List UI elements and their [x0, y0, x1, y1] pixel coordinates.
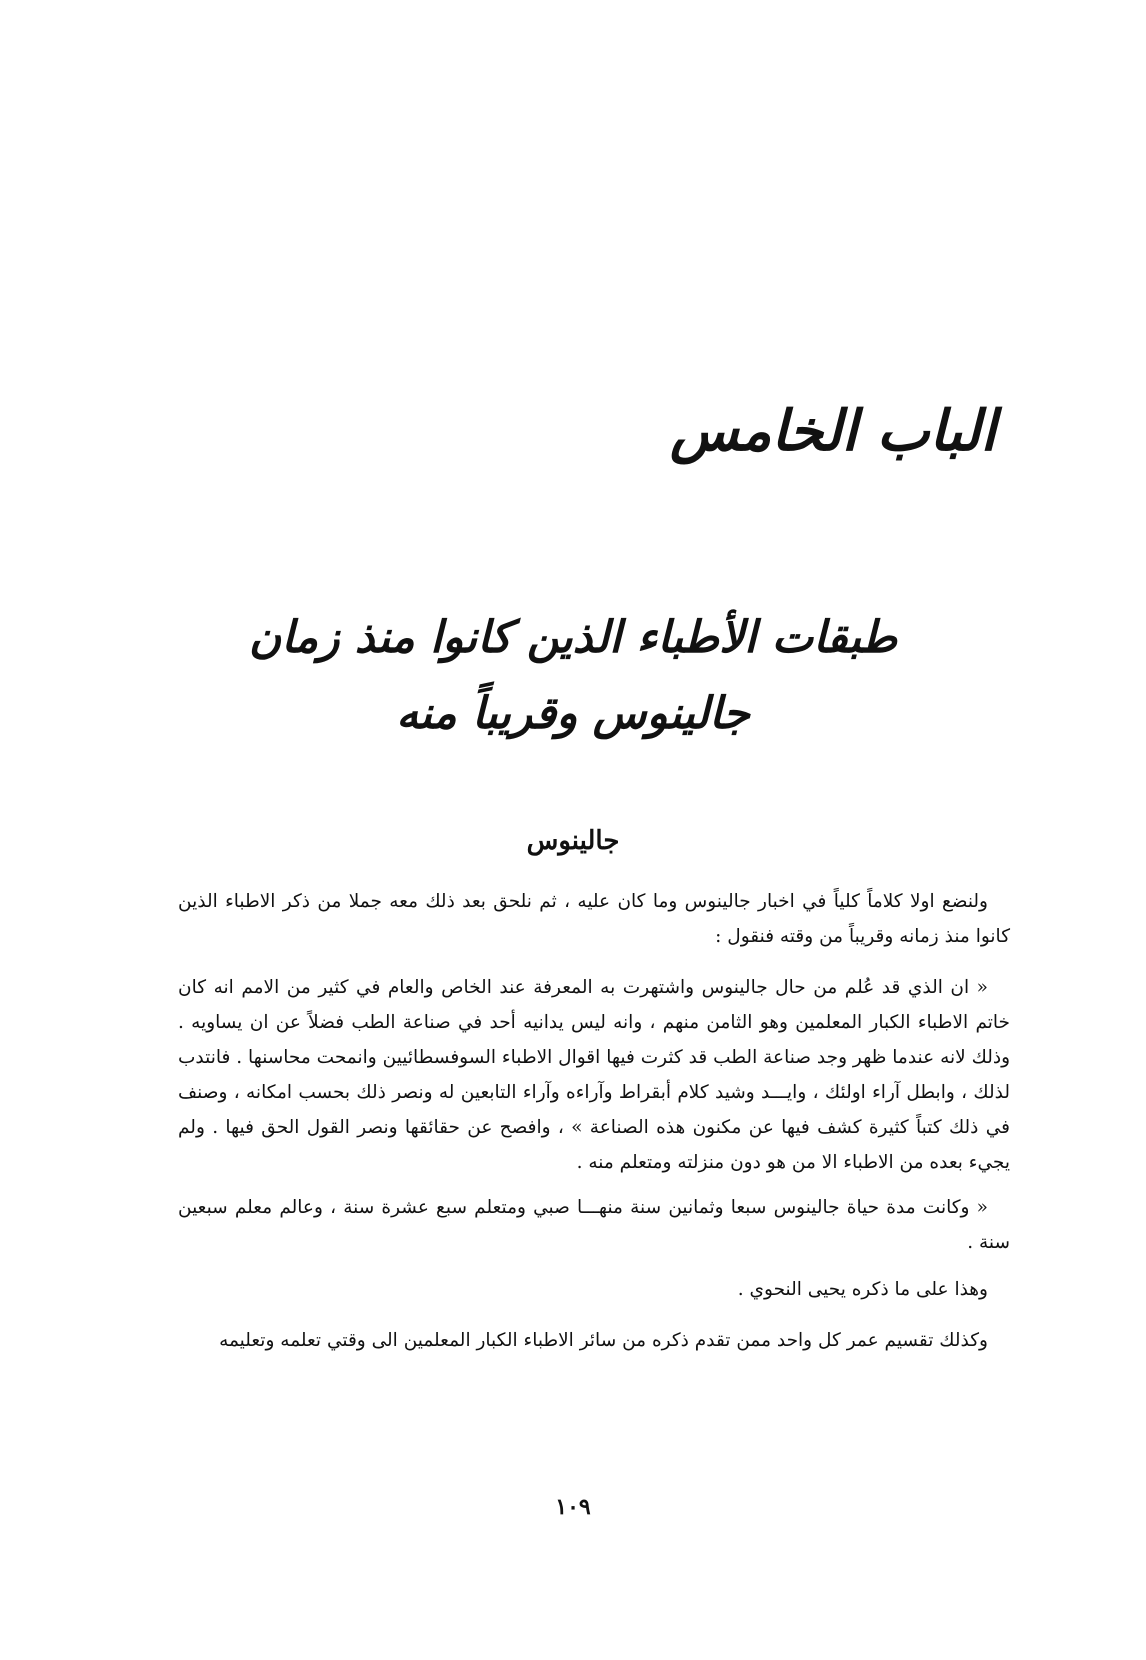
page-number: ١٠٩ [555, 1494, 591, 1520]
paragraph-2: « ان الذي قد عُلم من حال جالينوس واشتهرت به المعرفة عند الخاص والعام في كثير من الامم انه كان خاتم الاطباء الكبار المعلمين وهو الثامن منهم ، وانه ليس يدانيه أحد في صناعة الطب فضلاً عن ان يساويه . وذلك لانه عندما ظهر وجد صناعة الطب قد كثرت فيها اقوال الاطباء السوفسطائيين وانمحت محاسنها . فانتدب لذلك ، وابطل آراء اولئك ، وايـــد وشيد كلام أبقراط وآراءه وآراء التابعين له ونصر ذلك بحسب امكانه ، وصنف في ذلك كتباً كثيرة كشف فيها عن مكنون هذه الصناعة » ، وافصح عن حقائقها ونصر القول الحق فيها . ولم يجيء بعده من الاطباء الا من هو دون منزلته ومتعلم منه . [178, 977, 1010, 1173]
subheading: جالينوس [526, 826, 620, 856]
paragraph-1: ولنضع اولا كلاماً كلياً في اخبار جالينوس وما كان عليه ، ثم نلحق بعد ذلك معه جملا من ذكر الاطباء الذين كانوا منذ زمانه وقريباً من وقته فنقول : [178, 891, 1010, 947]
section-title-line-1: طبقات الأطباء الذين كانوا منذ زمان [248, 612, 898, 663]
paragraph-4: وهذا على ما ذكره يحيى النحوي . [737, 1279, 988, 1300]
paragraph-5: وكذلك تقسيم عمر كل واحد ممن تقدم ذكره من سائر الاطباء الكبار المعلمين الى وقتي تعلمه وتعليمه [219, 1330, 988, 1351]
paragraph-3: « وكانت مدة حياة جالينوس سبعا وثمانين سنة منهـــا صبي ومتعلم سبع عشرة سنة ، وعالم معلم سبعين سنة . [178, 1197, 1010, 1253]
body-text [178, 884, 1010, 1374]
section-title [0, 600, 1146, 752]
chapter-title: الباب الخامس [669, 398, 996, 464]
section-title-line-2: جالينوس وقريباً منه [396, 688, 750, 739]
